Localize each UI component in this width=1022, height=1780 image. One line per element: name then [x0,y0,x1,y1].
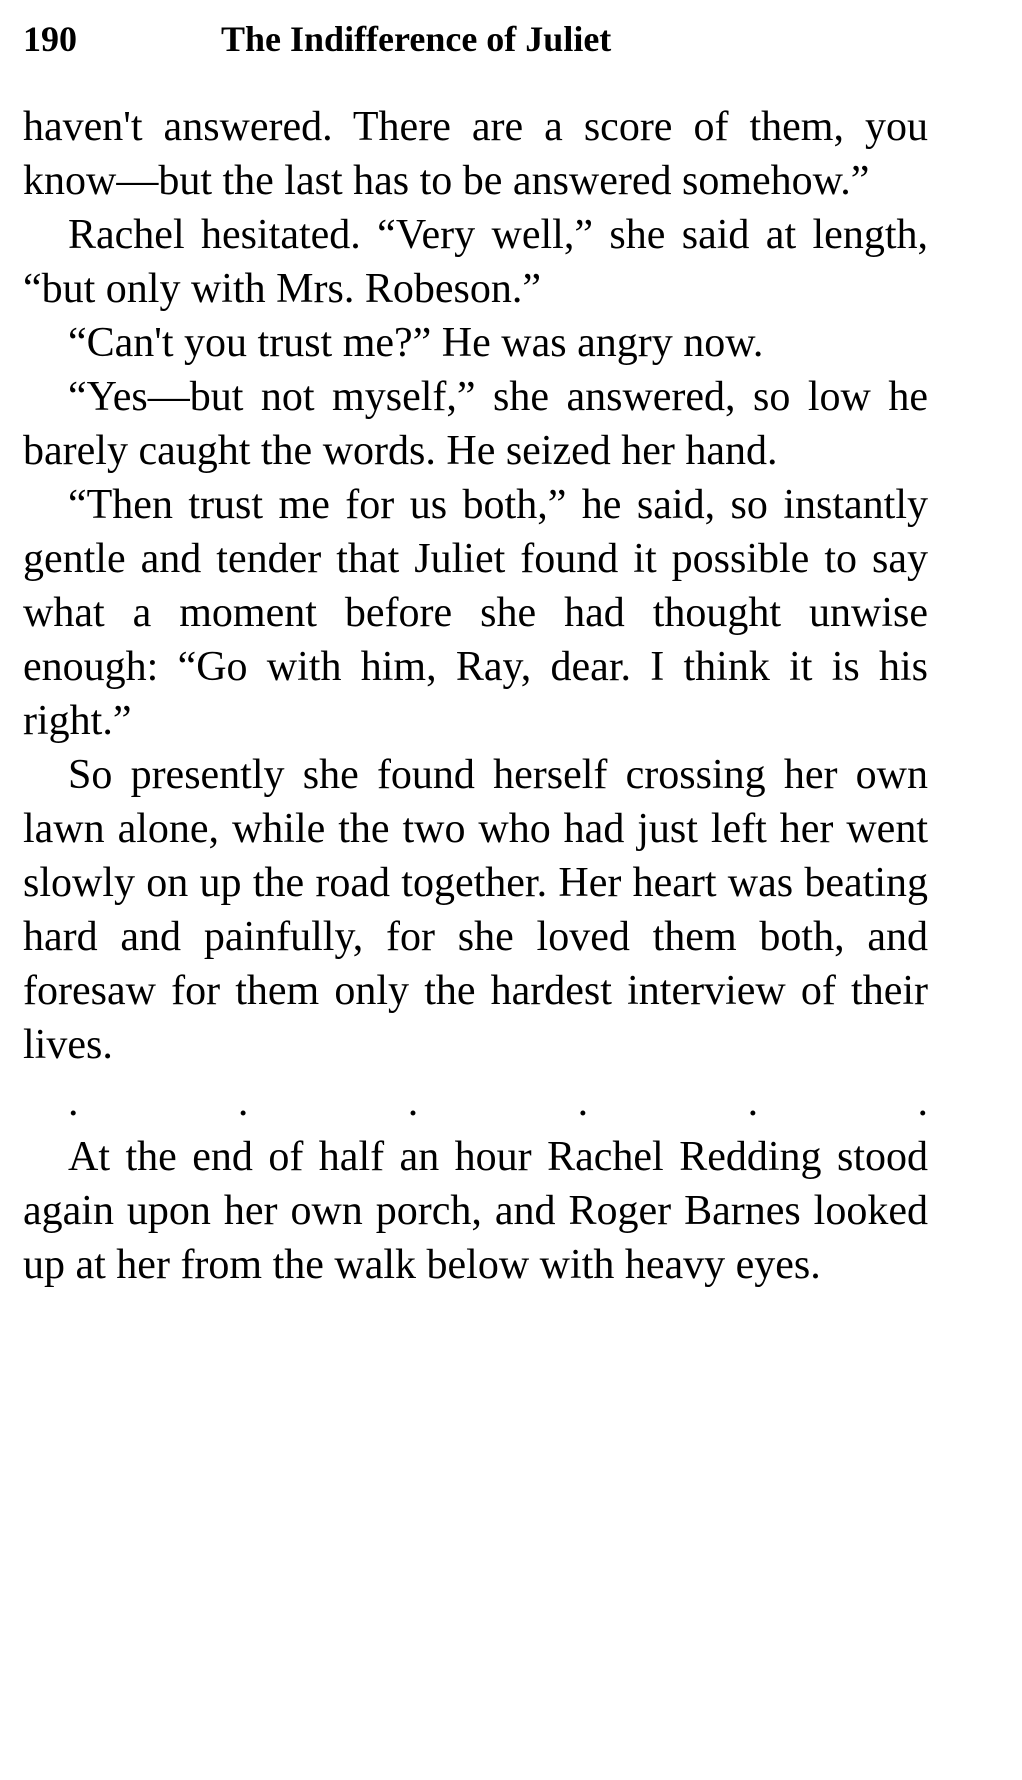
page-header [23,14,928,64]
section-break-mark: . [68,1079,79,1125]
paragraph: haven't answered. There are a score of them, you know—but the last has to be answered somehow.” [23,104,928,204]
paragraph: “Yes—but not myself,” she answered, so low he barely caught the words. He seized her hand. [23,374,928,474]
paragraph: Rachel hesitated. “Very well,” she said at length, “but only with Mrs. Robeson.” [23,212,928,312]
section-break [68,1078,928,1126]
body-text [23,100,928,1292]
page-number: 190 [23,19,77,59]
section-break-mark: . [577,1079,589,1125]
paragraph: “Then trust me for us both,” he said, so instantly gentle and tender that Juliet found it possible to say what a moment before she had thought unwise enough: “Go with him, Ray, dear. I think it is his right.” [23,482,928,744]
section-break-mark: . [747,1079,759,1125]
closing-paragraph: At the end of half an hour Rachel Redding stood again upon her own porch, and Roger Barnes looked up at her from the walk below with heavy eyes. [23,1134,928,1288]
running-title: The Indifference of Juliet [221,19,612,59]
paragraph: So presently she found herself crossing her own lawn alone, while the two who had just left her went slowly on up the road together. Her heart was beating hard and painfully, for she loved them both, and foresaw for them only the hardest interview of their lives. [23,752,928,1068]
section-break-mark: . [407,1079,419,1125]
paragraph: “Can't you trust me?” He was angry now. [68,320,764,366]
section-break-mark: . [917,1079,928,1125]
section-break-mark: . [237,1079,249,1125]
